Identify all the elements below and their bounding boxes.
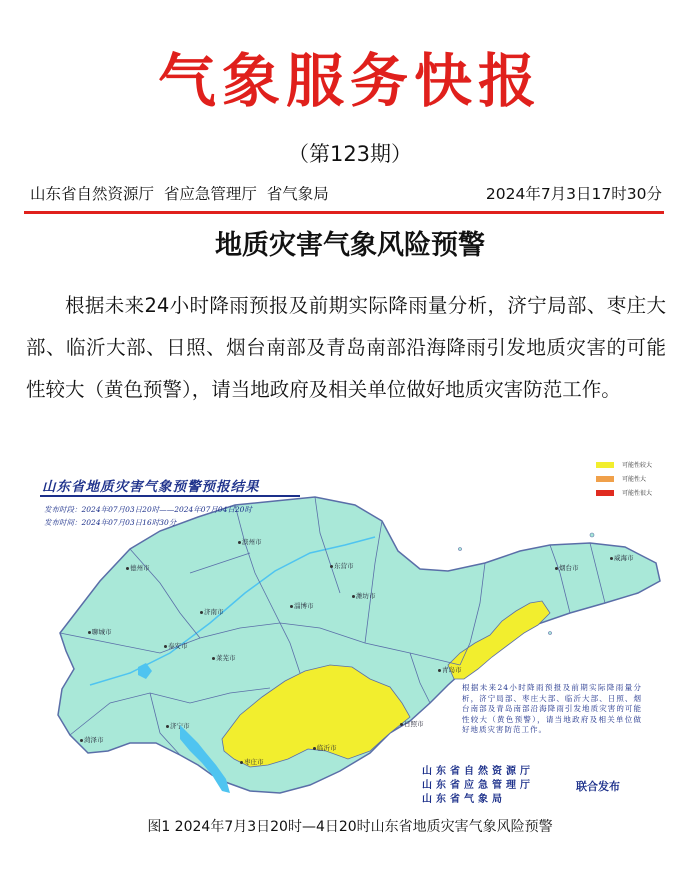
city-label: 滨州市 (238, 537, 262, 546)
city-label: 日照市 (400, 719, 424, 728)
warning-map (30, 453, 670, 805)
org-line: 山东省应急管理厅 (422, 780, 534, 791)
city-label: 东营市 (330, 561, 354, 570)
city-label: 临沂市 (313, 743, 337, 752)
body-paragraph: 根据未来24小时降雨预报及前期实际降雨量分析，济宁局部、枣庄大部、临沂大部、日照、烟台南部及青岛南部沿海降雨引发地质灾害的可能性较大（黄色预警），请当地政府及相关单位做好地质灾害防范工作。 (26, 294, 666, 401)
org-line: 山东省气象局 (422, 794, 506, 805)
city-label: 威海市 (610, 553, 634, 562)
org-line: 山东省自然资源厅 (422, 766, 534, 777)
issuing-orgs (422, 765, 534, 807)
map-valid-period: 发布时段：2024年07月03日20时——2024年07月04日20时 (44, 505, 252, 514)
red-divider (24, 211, 664, 214)
legend-swatch-red (596, 490, 614, 496)
joint-release: 联合发布 (576, 780, 620, 793)
city-label: 济宁市 (166, 721, 190, 730)
map-title: 山东省地质灾害气象预警预报结果 (42, 479, 260, 495)
legend-swatch-orange (596, 476, 614, 482)
map-title-underline (40, 495, 300, 497)
issuers: 山东省自然资源厅 省应急管理厅 省气象局 (30, 185, 329, 203)
map-publish-time: 发布时间：2024年07月03日16时30分 (44, 518, 177, 527)
city-label: 莱芜市 (212, 653, 236, 662)
headline: 地质灾害气象风险预警 (215, 230, 485, 261)
city-label: 泰安市 (164, 641, 188, 650)
city-label: 济南市 (200, 607, 224, 616)
legend-label: 可能性较大 (622, 462, 653, 469)
legend-swatch-yellow (596, 462, 614, 468)
masthead-title: 气象服务快报 (157, 47, 542, 115)
city-label: 德州市 (126, 563, 150, 572)
city-label: 潍坊市 (352, 591, 376, 600)
city-label: 青岛市 (438, 665, 462, 674)
map-inset-text: 根据未来24小时降雨预报及前期实际降雨量分析，济宁局部、枣庄大部、临沂大部、日照、烟台南部及青岛南部沿海降雨引发地质灾害的可能性较大（黄色预警），请当地政府及相关单位做好地质灾害防范工作。 (462, 683, 642, 734)
city-label: 枣庄市 (240, 757, 264, 766)
legend-label: 可能性很大 (622, 490, 653, 497)
figure-caption: 图1 2024年7月3日20时—4日20时山东省地质灾害气象风险预警 (147, 819, 553, 835)
publish-time: 2024年7月3日17时30分 (485, 185, 662, 203)
city-label: 聊城市 (88, 627, 112, 636)
city-label: 烟台市 (555, 563, 579, 572)
city-label: 淄博市 (290, 601, 314, 610)
city-label: 菏泽市 (80, 735, 104, 744)
legend-label: 可能性大 (622, 476, 647, 483)
issuer-row (30, 181, 662, 207)
issue-number: （第123期） (287, 142, 413, 166)
